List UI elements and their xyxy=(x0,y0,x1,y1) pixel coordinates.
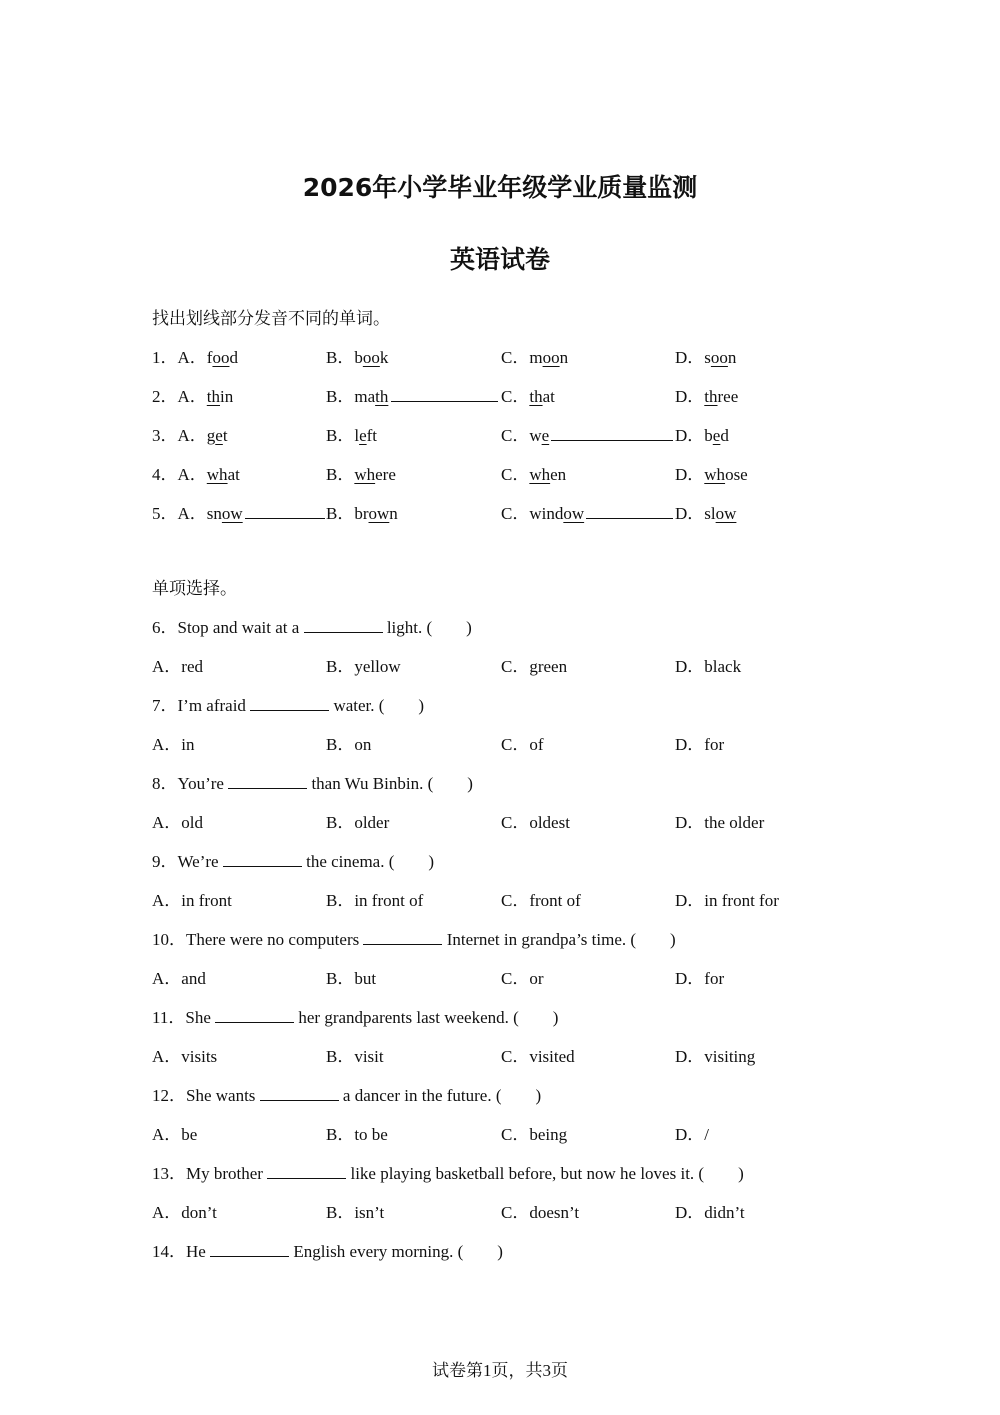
word-part: d xyxy=(720,426,729,445)
word-part: m xyxy=(529,348,543,367)
option-b: B．to be xyxy=(326,1125,388,1144)
option-letter: B． xyxy=(326,387,355,406)
stem-text xyxy=(152,769,473,794)
options-row xyxy=(152,1120,852,1144)
option-a: A．be xyxy=(152,1125,198,1144)
stem-before-blank: 8．You’re xyxy=(152,774,229,793)
option-d xyxy=(675,421,729,446)
option-c: C．being xyxy=(501,1125,568,1144)
option-letter: C． xyxy=(501,465,530,484)
word-part: ree xyxy=(717,387,739,406)
option-d: D．for xyxy=(675,735,725,754)
option-b: B．but xyxy=(326,969,377,988)
word-part: br xyxy=(354,504,369,523)
underlined-letters: wh xyxy=(704,465,726,484)
question-row xyxy=(152,499,852,523)
option-a: A．visits xyxy=(152,1047,218,1066)
option-a xyxy=(152,499,243,524)
underlined-letters: ow xyxy=(368,504,390,523)
option-a: A．old xyxy=(152,813,203,832)
answer-blank xyxy=(304,617,383,633)
question-stem xyxy=(152,1081,852,1105)
underlined-letters: oo xyxy=(212,348,230,367)
word-part: wind xyxy=(529,504,564,523)
underlined-letters: wh xyxy=(529,465,551,484)
option-letter: B． xyxy=(326,426,355,445)
answer-blank xyxy=(215,1007,294,1023)
option-letter: B． xyxy=(326,465,355,484)
option-letter: B． xyxy=(326,348,355,367)
option-b xyxy=(326,499,398,524)
option-a: A．red xyxy=(152,657,203,676)
underline-fill xyxy=(551,440,673,441)
answer-blank xyxy=(223,851,302,867)
option-letter: A． xyxy=(177,348,207,367)
page-footer: 试卷第1页，共3页 xyxy=(432,1361,568,1380)
option-letter: A． xyxy=(177,387,207,406)
stem-after-blank: the cinema. ( ) xyxy=(301,852,435,871)
question-row xyxy=(152,343,852,367)
option-a: A．in front xyxy=(152,891,232,910)
underlined-letters: th xyxy=(375,387,389,406)
options-row xyxy=(152,1042,852,1066)
question-number: 5． xyxy=(152,504,178,523)
option-c: C．oldest xyxy=(501,813,570,832)
underlined-letters: wh xyxy=(354,465,376,484)
option-a xyxy=(152,382,233,407)
stem-before-blank: 7．I’m afraid xyxy=(152,696,251,715)
option-c: C．or xyxy=(501,969,544,988)
stem-before-blank: 12．She wants xyxy=(152,1086,260,1105)
option-c xyxy=(501,382,555,407)
question-stem xyxy=(152,613,852,637)
word-part: at xyxy=(227,465,240,484)
option-letter: D． xyxy=(675,504,705,523)
answer-blank xyxy=(228,773,307,789)
option-b: B．in front of xyxy=(326,891,424,910)
option-c: C．green xyxy=(501,657,568,676)
question-number: 3． xyxy=(152,426,178,445)
option-letter: C． xyxy=(501,348,530,367)
answer-blank xyxy=(260,1085,339,1101)
underlined-letters: ow xyxy=(563,504,585,523)
option-letter: D． xyxy=(675,387,705,406)
option-a xyxy=(152,421,228,446)
option-d: D．the older xyxy=(675,813,765,832)
options-row xyxy=(152,652,852,676)
underlined-letters: e xyxy=(712,426,721,445)
stem-before-blank: 11．She xyxy=(152,1008,216,1027)
option-letter: D． xyxy=(675,426,705,445)
option-c xyxy=(501,421,549,446)
options-row xyxy=(152,730,852,754)
option-c: C．doesn’t xyxy=(501,1203,580,1222)
question-row xyxy=(152,382,852,406)
option-b xyxy=(326,421,377,446)
question-stem xyxy=(152,769,852,793)
option-letter: C． xyxy=(501,387,530,406)
word-part: ose xyxy=(725,465,748,484)
underlined-letters: oo xyxy=(710,348,728,367)
word-part: d xyxy=(229,348,238,367)
option-b: B．yellow xyxy=(326,657,401,676)
word-part: n xyxy=(727,348,737,367)
stem-before-blank: 10．There were no computers xyxy=(152,930,364,949)
underlined-letters: wh xyxy=(206,465,228,484)
answer-blank xyxy=(363,929,442,945)
word-part: in xyxy=(220,387,234,406)
option-d: D．for xyxy=(675,969,725,988)
option-b xyxy=(326,343,388,368)
stem-before-blank: 6．Stop and wait at a xyxy=(152,618,304,637)
stem-after-blank: a dancer in the future. ( ) xyxy=(338,1086,542,1105)
option-a: A．and xyxy=(152,969,206,988)
option-a: A．don’t xyxy=(152,1203,217,1222)
option-b: B．on xyxy=(326,735,372,754)
stem-text xyxy=(152,1081,541,1106)
word-part: s xyxy=(704,348,711,367)
word-part: ere xyxy=(375,465,396,484)
word-part: g xyxy=(206,426,216,445)
option-c: C．of xyxy=(501,735,544,754)
word-part: at xyxy=(542,387,555,406)
stem-after-blank: light. ( ) xyxy=(382,618,472,637)
option-letter: D． xyxy=(675,465,705,484)
stem-after-blank: than Wu Binbin. ( ) xyxy=(307,774,473,793)
option-c xyxy=(501,499,584,524)
option-b xyxy=(326,460,396,485)
option-letter: A． xyxy=(177,504,207,523)
underlined-letters: ow xyxy=(715,504,737,523)
option-a xyxy=(152,460,240,485)
stem-after-blank: water. ( ) xyxy=(329,696,425,715)
section-1-heading: 找出划线部分发音不同的单词。 xyxy=(152,309,390,329)
option-a xyxy=(152,343,238,368)
option-b: B．visit xyxy=(326,1047,384,1066)
stem-after-blank: English every morning. ( ) xyxy=(289,1242,503,1261)
option-c: C．front of xyxy=(501,891,581,910)
section-2-heading: 单项选择。 xyxy=(152,579,237,599)
stem-before-blank: 9．We’re xyxy=(152,852,223,871)
underline-fill xyxy=(245,518,325,519)
option-d xyxy=(675,499,736,524)
option-letter: D． xyxy=(675,348,705,367)
underlined-letters: th xyxy=(206,387,221,406)
stem-text xyxy=(152,925,676,950)
word-part: n xyxy=(559,348,569,367)
option-letter: C． xyxy=(501,504,530,523)
option-c: C．visited xyxy=(501,1047,575,1066)
stem-after-blank: like playing basketball before, but now he loves it. ( ) xyxy=(346,1164,744,1183)
exam-subtitle: 英语试卷 xyxy=(449,245,550,274)
option-b xyxy=(326,382,388,407)
word-part: sn xyxy=(206,504,222,523)
stem-before-blank: 14．He xyxy=(152,1242,211,1261)
answer-blank xyxy=(210,1241,289,1257)
option-a: A．in xyxy=(152,735,195,754)
options-row xyxy=(152,1198,852,1222)
option-d: D．/ xyxy=(675,1125,709,1144)
word-part: n xyxy=(389,504,398,523)
options-row xyxy=(152,886,852,910)
stem-text xyxy=(152,847,434,872)
option-b: B．older xyxy=(326,813,390,832)
stem-text xyxy=(152,691,424,716)
option-letter: B． xyxy=(326,504,355,523)
underlined-letters: th xyxy=(704,387,718,406)
underline-fill xyxy=(391,401,498,402)
option-d: D．didn’t xyxy=(675,1203,745,1222)
word-part: en xyxy=(550,465,567,484)
word-part: k xyxy=(379,348,389,367)
word-part: l xyxy=(354,426,360,445)
exam-title: 2026年小学毕业年级学业质量监测 xyxy=(302,173,698,202)
underlined-letters: oo xyxy=(362,348,380,367)
stem-text xyxy=(152,1003,558,1028)
underline-fill xyxy=(586,518,673,519)
option-d: D．black xyxy=(675,657,742,676)
question-row xyxy=(152,421,852,445)
word-part: ft xyxy=(366,426,378,445)
stem-text xyxy=(152,613,472,638)
option-d: D．in front for xyxy=(675,891,779,910)
option-letter: A． xyxy=(177,426,207,445)
underlined-letters: e xyxy=(541,426,550,445)
question-stem xyxy=(152,847,852,871)
option-c xyxy=(501,343,568,368)
question-number: 2． xyxy=(152,387,178,406)
question-stem xyxy=(152,1237,852,1261)
answer-blank xyxy=(250,695,329,711)
stem-text xyxy=(152,1159,744,1184)
option-d: D．visiting xyxy=(675,1047,756,1066)
underlined-letters: ow xyxy=(221,504,243,523)
underlined-letters: e xyxy=(215,426,223,445)
underlined-letters: th xyxy=(529,387,543,406)
option-b: B．isn’t xyxy=(326,1203,385,1222)
stem-after-blank: Internet in grandpa’s time. ( ) xyxy=(442,930,676,949)
answer-blank xyxy=(267,1163,346,1179)
question-stem xyxy=(152,1003,852,1027)
question-stem xyxy=(152,691,852,715)
option-d xyxy=(675,343,736,368)
word-part: w xyxy=(529,426,542,445)
question-stem xyxy=(152,925,852,949)
underlined-letters: e xyxy=(359,426,367,445)
underlined-letters: oo xyxy=(542,348,560,367)
word-part: t xyxy=(222,426,228,445)
options-row xyxy=(152,964,852,988)
stem-before-blank: 13．My brother xyxy=(152,1164,268,1183)
option-d xyxy=(675,382,738,407)
option-letter: A． xyxy=(177,465,207,484)
word-part: b xyxy=(354,348,363,367)
question-number: 4． xyxy=(152,465,178,484)
question-stem xyxy=(152,1159,852,1183)
word-part: sl xyxy=(704,504,716,523)
word-part: b xyxy=(704,426,713,445)
word-part: f xyxy=(206,348,213,367)
stem-text xyxy=(152,1237,503,1262)
option-d xyxy=(675,460,748,485)
question-row xyxy=(152,460,852,484)
option-letter: C． xyxy=(501,426,530,445)
options-row xyxy=(152,808,852,832)
option-c xyxy=(501,460,566,485)
word-part: ma xyxy=(354,387,376,406)
stem-after-blank: her grandparents last weekend. ( ) xyxy=(294,1008,559,1027)
question-number: 1． xyxy=(152,348,178,367)
